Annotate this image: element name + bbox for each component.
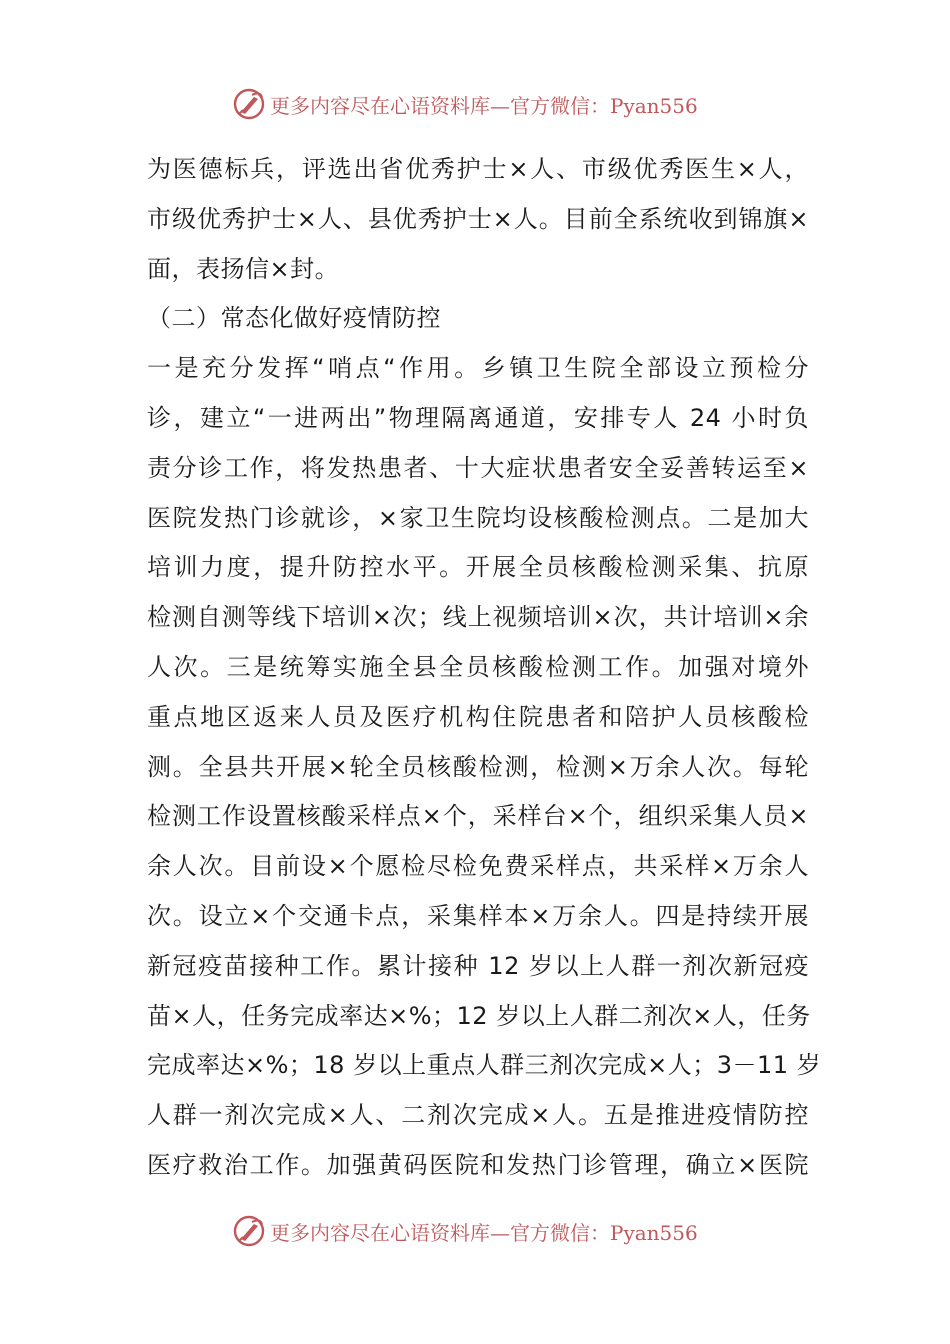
quill-pen-seal-icon — [232, 1214, 266, 1248]
text-line: 检测自测等线下培训×次；线上视频培训×次，共计培训×余 — [147, 603, 809, 632]
section-heading: （二）常态化做好疫情防控 — [147, 304, 441, 333]
footer-watermark — [232, 1211, 698, 1251]
text-line: 面，表扬信×封。 — [147, 254, 340, 283]
text-line: 人次。三是统筹实施全县全员核酸检测工作。加强对境外 — [147, 652, 809, 681]
quill-pen-seal-icon — [232, 87, 266, 121]
watermark-text: 更多内容尽在心语资料库—官方微信：Pyan556 — [270, 1220, 698, 1245]
text-line: 完成率达×%；18 岁以上重点人群三剂次完成×人；3－11 岁 — [147, 1051, 822, 1080]
watermark-text: 更多内容尽在心语资料库—官方微信：Pyan556 — [270, 93, 698, 118]
document-body — [147, 145, 822, 1191]
text-line: 次。设立×个交通卡点，采集样本×万余人。四是持续开展 — [147, 901, 809, 930]
text-line: 苗×人，任务完成率达×%；12 岁以上人群二剂次×人，任务 — [147, 1001, 811, 1030]
text-line: 检测工作设置核酸采样点×个，采样台×个，组织采集人员× — [147, 802, 809, 831]
text-line: 责分诊工作，将发热患者、十大症状患者安全妥善转运至× — [147, 453, 809, 482]
text-line: 培训力度，提升防控水平。开展全员核酸检测采集、抗原 — [147, 553, 809, 582]
text-line: 诊，建立“一进两出”物理隔离通道，安排专人 24 小时负 — [147, 403, 809, 432]
text-line: 一是充分发挥“哨点“作用。乡镇卫生院全部设立预检分 — [147, 354, 809, 383]
text-line: 市级优秀护士×人、县优秀护士×人。目前全系统收到锦旗× — [147, 204, 809, 233]
text-line: 人群一剂次完成×人、二剂次完成×人。五是推进疫情防控 — [147, 1101, 809, 1130]
text-line: 新冠疫苗接种工作。累计接种 12 岁以上人群一剂次新冠疫 — [147, 951, 809, 980]
text-line: 医院发热门诊就诊，×家卫生院均设核酸检测点。二是加大 — [147, 503, 809, 532]
text-line: 余人次。目前设×个愿检尽检免费采样点，共采样×万余人 — [147, 852, 809, 881]
text-line: 重点地区返来人员及医疗机构住院患者和陪护人员核酸检 — [147, 702, 809, 731]
text-line: 测。全县共开展×轮全员核酸检测，检测×万余人次。每轮 — [147, 752, 809, 781]
text-line: 为医德标兵，评选出省优秀护士×人、市级优秀医生×人， — [147, 155, 809, 183]
text-line: 医疗救治工作。加强黄码医院和发热门诊管理，确立×医院 — [147, 1150, 809, 1179]
header-watermark — [232, 84, 698, 124]
